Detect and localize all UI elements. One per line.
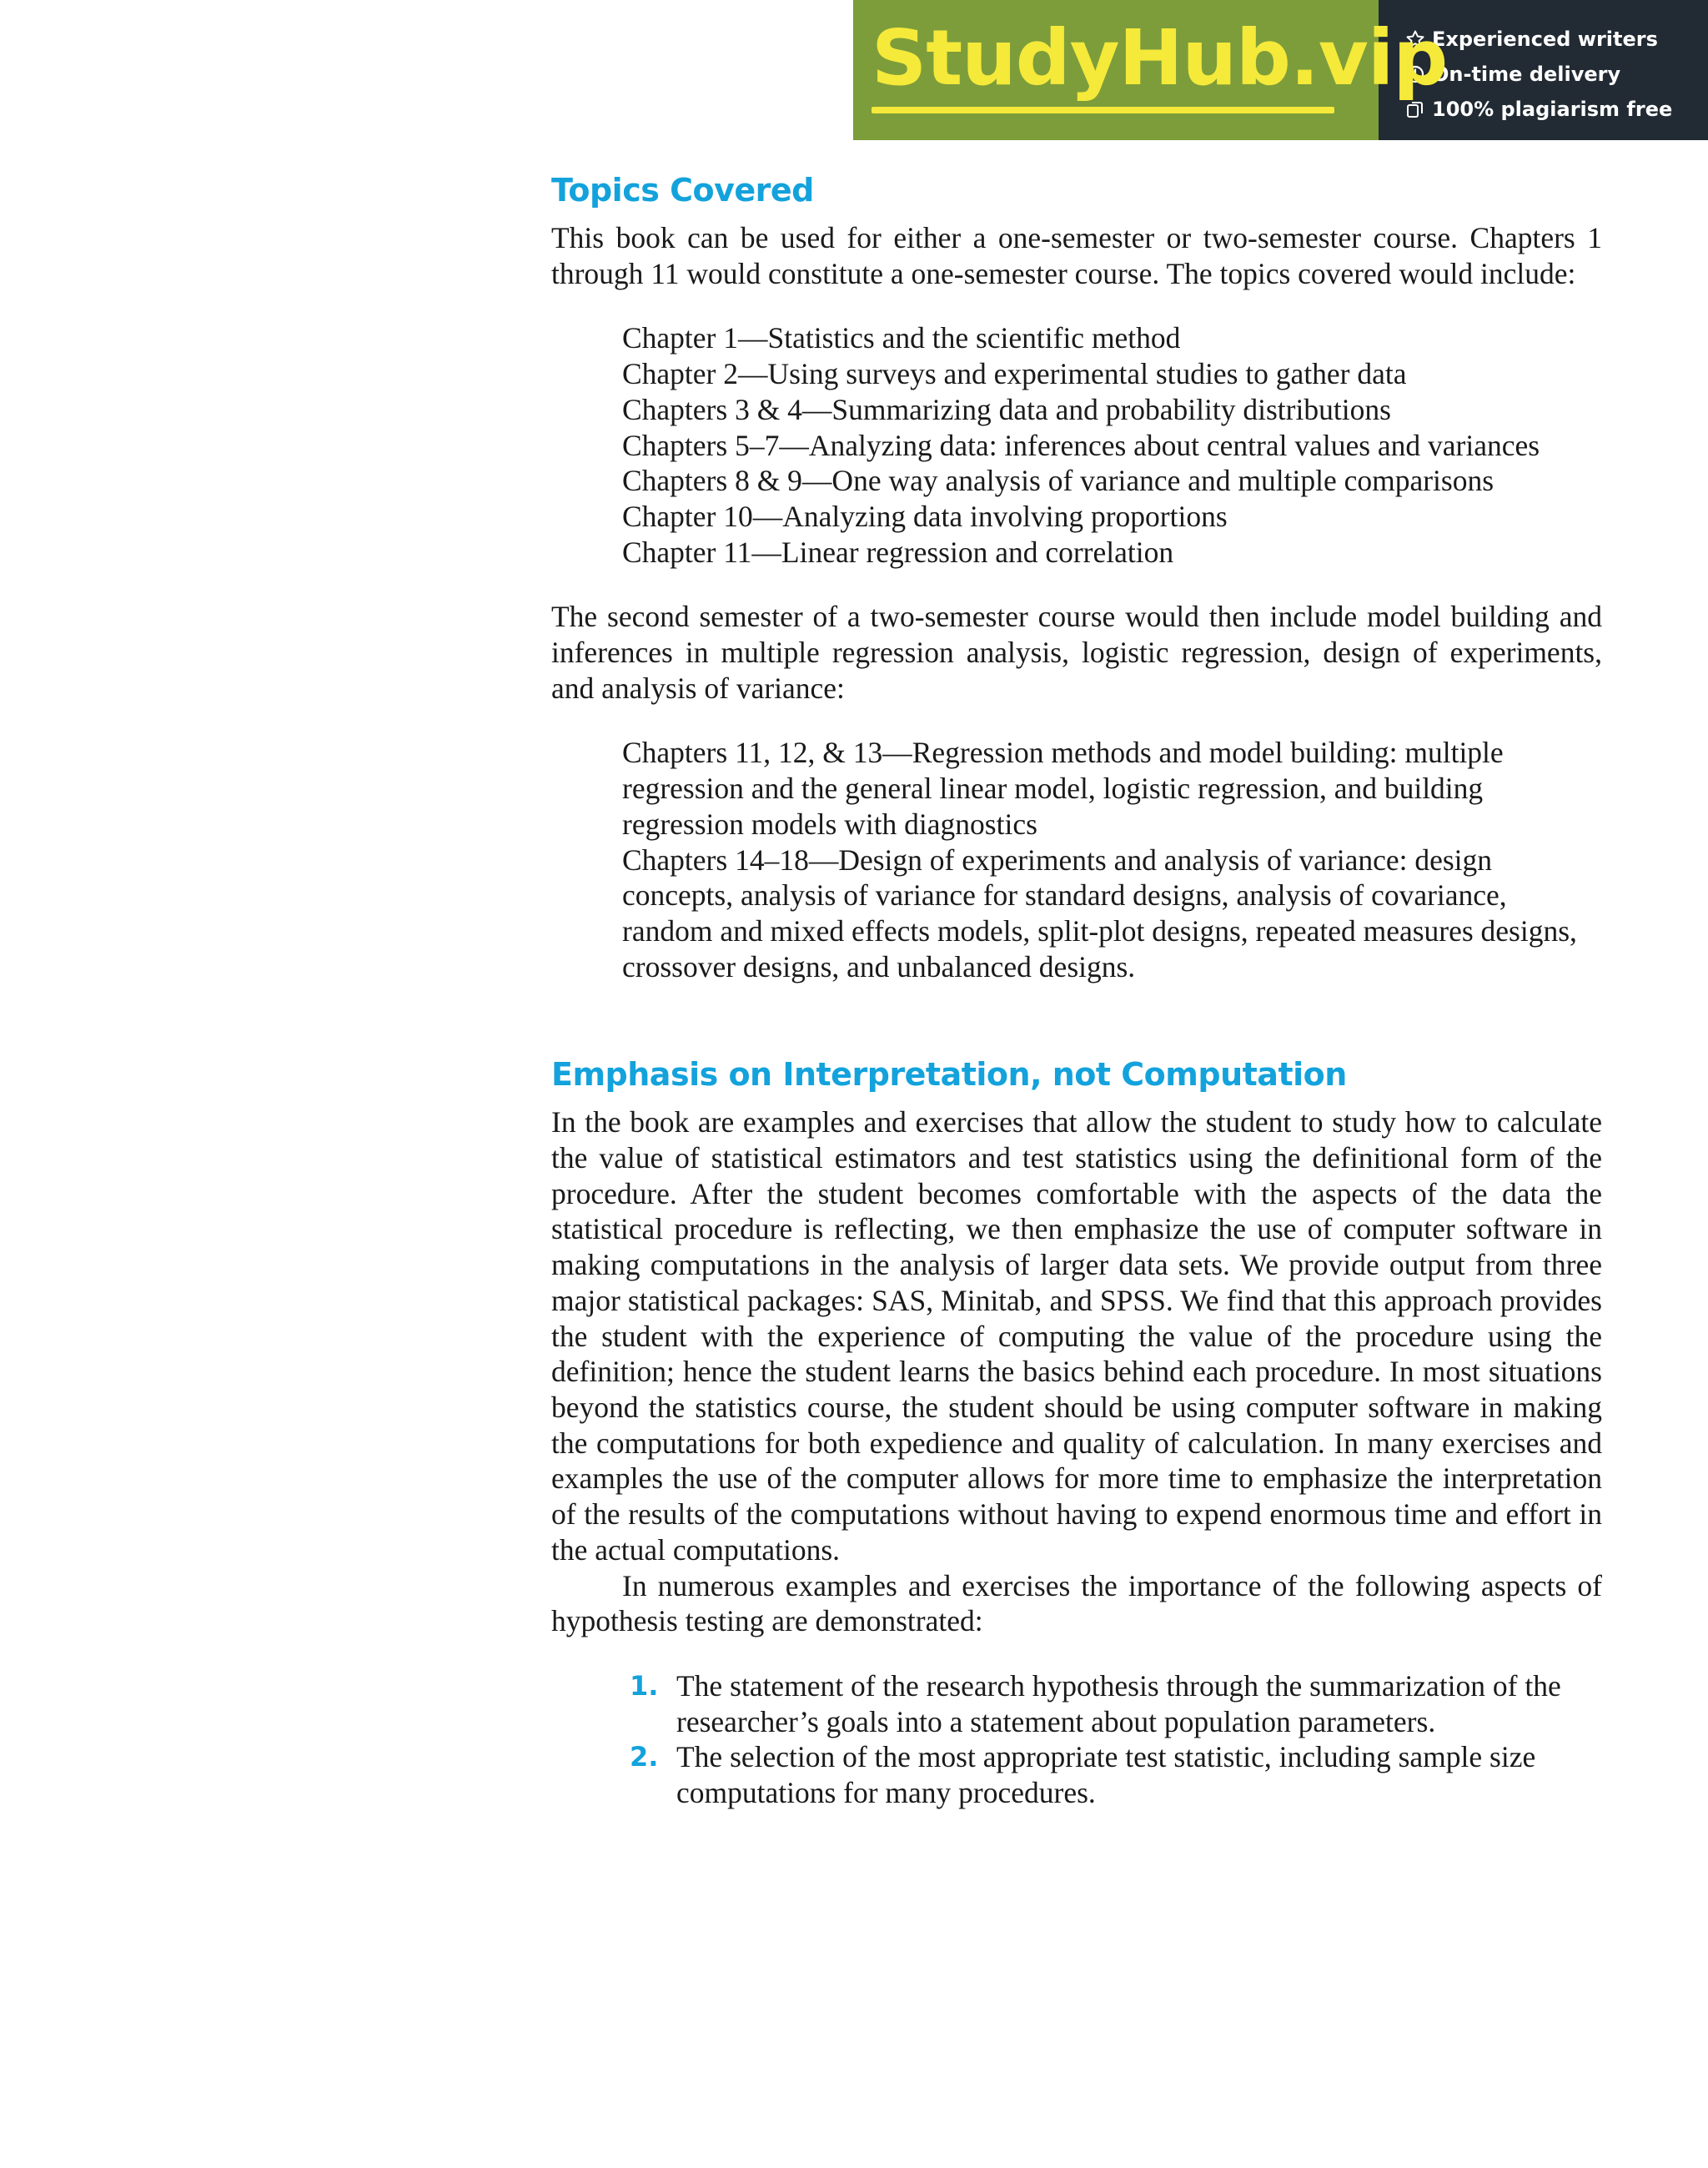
banner-logo-panel xyxy=(853,0,1448,140)
feature-label: Experienced writers xyxy=(1432,28,1658,51)
list-item: Chapter 2—Using surveys and experimental studies to gather data xyxy=(622,357,1407,391)
watermark-banner xyxy=(853,0,1708,140)
list-item-text: The statement of the research hypothesis through the summarization of the researcher’s goals into a statement about population parameters. xyxy=(676,1668,1561,1738)
list-item: Chapters 11, 12, & 13—Regression methods and model building: multiple regression and the general linear model, logistic regression, and building regression models with diagnostics xyxy=(622,736,1504,841)
feature-experienced-writers xyxy=(1405,22,1708,57)
list-number: 2. xyxy=(630,1741,659,1773)
list-item: Chapters 3 & 4—Summarizing data and probability distributions xyxy=(622,392,1391,426)
list-item: Chapters 5–7—Analyzing data: inferences about central values and variances xyxy=(622,428,1540,462)
section-heading-emphasis: Emphasis on Interpretation, not Computation xyxy=(551,1056,1347,1094)
feature-plagiarism-free xyxy=(1405,92,1708,127)
list-item-text: The selection of the most appropriate test statistic, including sample size computations for many procedures. xyxy=(676,1740,1536,1810)
feature-label: 100% plagiarism free xyxy=(1432,98,1673,121)
second-chapter-list xyxy=(551,735,1602,984)
list-item: Chapters 8 & 9—One way analysis of variance and multiple comparisons xyxy=(622,464,1494,498)
logo-underline xyxy=(872,107,1334,113)
page-content xyxy=(551,167,1602,1811)
section-heading-topics: Topics Covered xyxy=(551,172,814,209)
list-item xyxy=(630,1668,1602,1739)
studyhub-logo: StudyHub.vip xyxy=(872,13,1448,103)
list-item: Chapter 10—Analyzing data involving proportions xyxy=(622,499,1228,533)
hypothesis-aspects-list xyxy=(551,1668,1602,1811)
second-semester-paragraph: The second semester of a two-semester course would then include model building and inferences in multiple regression analysis, logistic regression, design of experiments, and analysis of variance: xyxy=(551,600,1602,705)
hypothesis-paragraph: In numerous examples and exercises the importance of the following aspects of hypothesis testing are demonstrated: xyxy=(551,1568,1602,1638)
list-item: Chapter 1—Statistics and the scientific method xyxy=(622,321,1181,355)
list-number: 1. xyxy=(630,1669,659,1702)
topics-intro-paragraph: This book can be used for either a one-semester or two-semester course. Chapters 1 through 11 would constitute a one-semester course. The topics covered would include: xyxy=(551,221,1602,290)
list-item xyxy=(630,1739,1602,1810)
feature-label: On-time delivery xyxy=(1432,63,1621,86)
list-item: Chapters 14–18—Design of experiments and analysis of variance: design concepts, analysis of variance for standard designs, analysis of covariance, random and mixed effects models, split-plot designs, repeated measures designs, crossover designs, and unbalanced designs. xyxy=(622,843,1577,983)
list-item: Chapter 11—Linear regression and correlation xyxy=(622,535,1174,569)
chapter-list xyxy=(551,320,1602,570)
emphasis-paragraph: In the book are examples and exercises that allow the student to study how to calculate the value of statistical estimators and test statistics using the definitional form of the procedure. After the student becomes comfortable with the aspects of the data the statistical procedure is reflecting, we then emphasize the use of computer software in making computations in the analysis of larger data sets. We provide output from three major statistical packages: SAS, Minitab, and SPSS. We find that this approach provides the student with the experience of computing the value of the procedure using the definition; hence the student learns the basics behind each procedure. In most situations beyond the statistics course, the student should be using computer software in making the computations for both expedience and quality of calculation. In many exercises and examples the use of the computer allows for more time to emphasize the interpretation of the results of the computations without having to expend enormous time and effort in the actual computations. xyxy=(551,1105,1602,1567)
feature-on-time-delivery xyxy=(1405,57,1708,92)
